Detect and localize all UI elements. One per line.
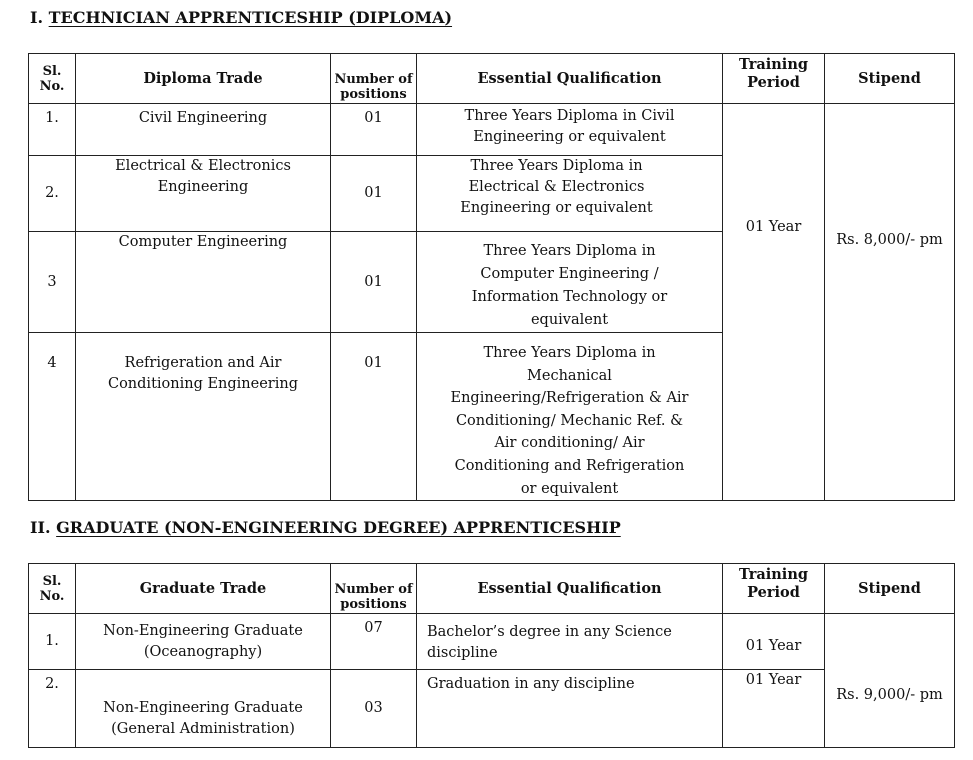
- cell-trade: Civil Engineering: [76, 104, 331, 156]
- cell-positions: 03: [331, 670, 417, 748]
- cell-trade: Computer Engineering: [76, 232, 331, 333]
- cell-sl: 1.: [29, 614, 76, 670]
- header-stipend: Stipend: [825, 564, 955, 614]
- section-2-number: II.: [30, 518, 51, 537]
- table-row: [29, 670, 955, 748]
- header-trade: Diploma Trade: [76, 54, 331, 104]
- table-header-row: [29, 564, 955, 614]
- cell-trade: Non-Engineering Graduate (General Administration): [76, 670, 331, 748]
- cell-qualification: Bachelor’s degree in any Science discipline: [417, 614, 723, 670]
- cell-trade: Refrigeration and Air Conditioning Engineering: [76, 333, 331, 501]
- cell-qualification: Three Years Diploma in Electrical & Electronics Engineering or equivalent: [417, 156, 723, 232]
- cell-qualification: Graduation in any discipline: [417, 670, 723, 748]
- header-stipend: Stipend: [825, 54, 955, 104]
- header-qualification: Essential Qualification: [417, 54, 723, 104]
- section-2-heading: [30, 518, 621, 537]
- table-row: [29, 614, 955, 670]
- header-positions: Number of positions: [331, 564, 417, 614]
- cell-training-period: 01 Year: [723, 614, 825, 670]
- graduate-apprenticeship-table: [28, 563, 955, 748]
- header-trade: Graduate Trade: [76, 564, 331, 614]
- cell-trade: Non-Engineering Graduate (Oceanography): [76, 614, 331, 670]
- header-training-period: Training Period: [723, 54, 825, 104]
- header-qualification: Essential Qualification: [417, 564, 723, 614]
- table-header-row: [29, 54, 955, 104]
- cell-positions: 01: [331, 232, 417, 333]
- section-1-number: I.: [30, 8, 44, 27]
- header-sl-no: Sl. No.: [29, 564, 76, 614]
- section-1-heading: [30, 8, 452, 27]
- cell-training-period: 01 Year: [723, 670, 825, 748]
- cell-qualification: Three Years Diploma in Mechanical Engineering/Refrigeration & Air Conditioning/ Mechanic Ref. & Air conditioning/ Air Conditioning and Refrigeration or equivalent: [417, 333, 723, 501]
- cell-positions: 01: [331, 156, 417, 232]
- header-positions: Number of positions: [331, 54, 417, 104]
- diploma-apprenticeship-table: [28, 53, 955, 501]
- section-1-title: TECHNICIAN APPRENTICESHIP (DIPLOMA): [48, 8, 453, 27]
- cell-qualification: Three Years Diploma in Civil Engineering or equivalent: [417, 104, 723, 156]
- header-sl-no: Sl. No.: [29, 54, 76, 104]
- table-row: [29, 104, 955, 156]
- cell-positions: 07: [331, 614, 417, 670]
- cell-positions: 01: [331, 104, 417, 156]
- cell-positions: 01: [331, 333, 417, 501]
- section-2-title: GRADUATE (NON-ENGINEERING DEGREE) APPRENTICESHIP: [56, 518, 621, 537]
- header-training-period: Training Period: [723, 564, 825, 614]
- cell-sl: 1.: [29, 104, 76, 156]
- cell-sl: 3: [29, 232, 76, 333]
- cell-sl: 2.: [29, 156, 76, 232]
- cell-sl: 4: [29, 333, 76, 501]
- cell-training-period: 01 Year: [723, 104, 825, 501]
- cell-qualification: Three Years Diploma in Computer Engineering / Information Technology or equivalent: [417, 232, 723, 333]
- cell-stipend: Rs. 9,000/- pm: [825, 614, 955, 748]
- cell-sl: 2.: [29, 670, 76, 748]
- cell-stipend: Rs. 8,000/- pm: [825, 104, 955, 501]
- cell-trade: Electrical & Electronics Engineering: [76, 156, 331, 232]
